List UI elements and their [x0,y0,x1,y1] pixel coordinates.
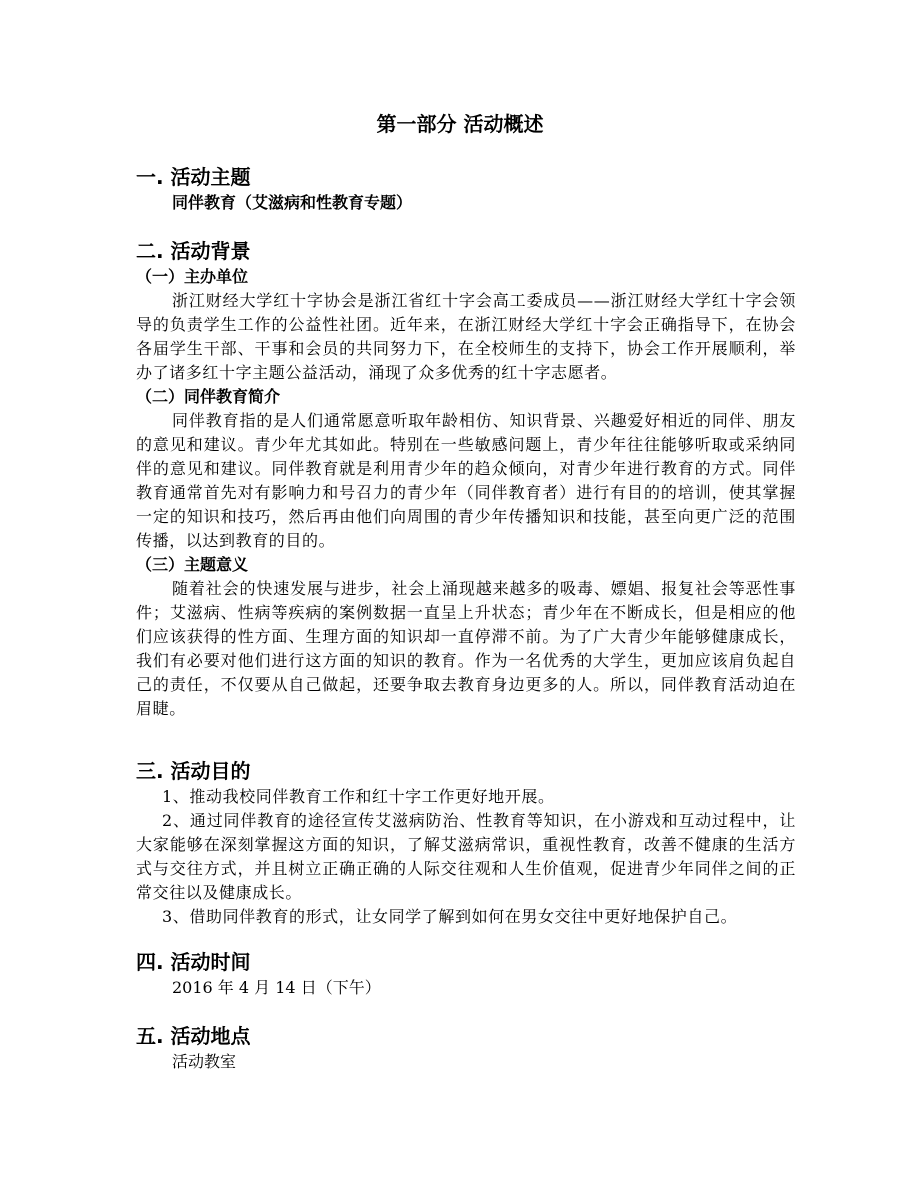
section-background [136,237,796,721]
location-content: 活动教室 [172,1052,237,1071]
document-title: 第一部分 活动概述 [376,112,544,136]
subsection-heading: （二）同伴教育简介 [136,387,281,406]
section-time [136,948,796,1000]
section-heading: 一. 活动主题 [136,165,251,189]
section-theme [136,163,796,215]
section-heading: 二. 活动背景 [136,239,251,263]
list-item: 3、借助同伴教育的形式，让女同学了解到如何在男女交往中更好地保护自己。 [162,907,738,926]
goals-list [136,785,796,929]
section-heading: 五. 活动地点 [136,1024,251,1048]
paragraph: 浙江财经大学红十字协会是浙江省红十字会高工委成员——浙江财经大学红十字会领导的负责学生工作的公益性社团。近年来，在浙江财经大学红十字会正确指导下，在协会各届学生干部、干事和会员的共同努力下，在全校师生的支持下，协会工作开展顺利，举办了诸多红十字主题公益活动，涌现了众多优秀的红十字志愿者。 [136,291,796,382]
section-location [136,1022,796,1074]
paragraph: 随着社会的快速发展与进步，社会上涌现越来越多的吸毒、嫖娼、报复社会等恶性事件；艾滋病、性病等疾病的案例数据一直呈上升状态；青少年在不断成长，但是相应的他们应该获得的性方面、生理方面的知识却一直停滞不前。为了广大青少年能够健康成长，我们有必要对他们进行这方面的知识的教育。作为一名优秀的大学生，更加应该肩负起自己的责任，不仅要从自己做起，还要争取去教育身边更多的人。所以，同伴教育活动迫在眉睫。 [136,579,796,718]
list-item: 2、通过同伴教育的途径宣传艾滋病防治、性教育等知识，在小游戏和互动过程中，让大家能够在深刻掌握这方面的知识，了解艾滋病常识，重视性教育，改善不健康的生活方式与交往方式，并且树立正确正确的人际交往观和人生价值观，促进青少年同伴之间的正常交往以及健康成长。 [136,811,796,902]
section-heading: 三. 活动目的 [136,759,251,783]
section-goals [136,757,796,929]
list-item: 1、推动我校同伴教育工作和红十字工作更好地开展。 [162,787,555,806]
theme-content: 同伴教育（艾滋病和性教育专题） [172,193,413,212]
section-heading: 四. 活动时间 [136,950,251,974]
time-content: 2016 年 4 月 14 日（下午） [172,978,381,997]
subsection-heading: （一）主办单位 [136,267,249,286]
paragraph: 同伴教育指的是人们通常愿意听取年龄相仿、知识背景、兴趣爱好相近的同伴、朋友的意见和建议。青少年尤其如此。特别在一些敏感问题上，青少年往往能够听取或采纳同伴的意见和建议。同伴教育就是利用青少年的趋众倾向，对青少年进行教育的方式。同伴教育通常首先对有影响力和号召力的青少年（同伴教育者）进行有目的的培训，使其掌握一定的知识和技巧，然后再由他们向周围的青少年传播知识和技能，甚至向更广泛的范围传播，以达到教育的目的。 [136,411,796,550]
subsection-heading: （三）主题意义 [136,555,249,574]
